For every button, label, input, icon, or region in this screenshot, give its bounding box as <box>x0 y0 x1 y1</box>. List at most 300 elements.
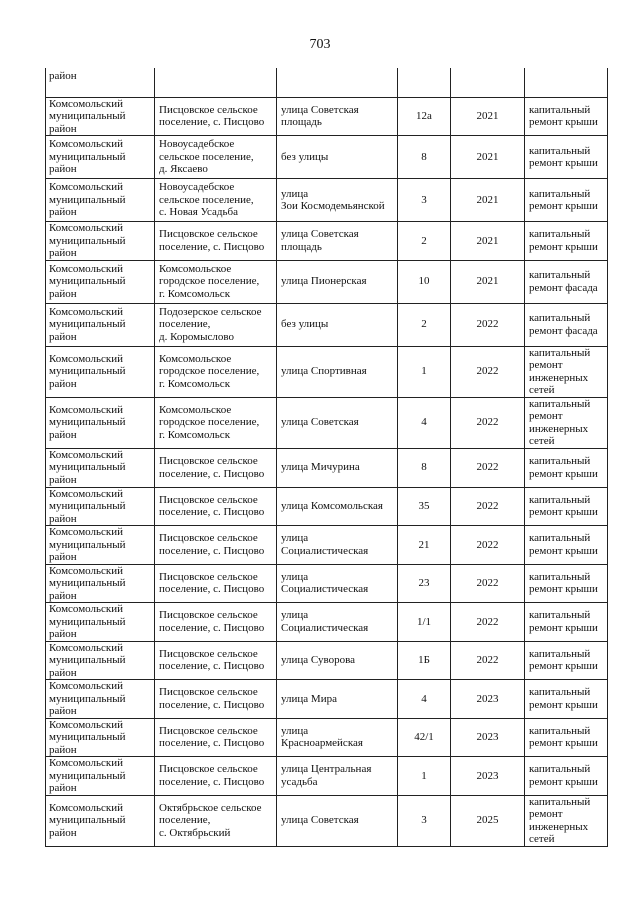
street-cell-line: без улицы <box>281 318 329 331</box>
settlement-cell-line: с. Новая Усадьба <box>159 206 239 219</box>
house-cell: 3 <box>398 179 451 222</box>
district-cell-line: муниципальный <box>49 110 126 122</box>
work-cell <box>525 757 608 796</box>
work-cell <box>525 136 608 179</box>
street-cell <box>277 179 398 222</box>
settlement-cell-line: Писцовское сельское <box>159 103 258 116</box>
settlement-cell <box>155 795 277 846</box>
work-cell <box>525 397 608 448</box>
year-cell: 2021 <box>451 179 525 222</box>
house-cell <box>398 68 451 97</box>
work-cell-line: капитальный <box>529 187 591 200</box>
table-row <box>46 564 608 603</box>
district-cell-line: район <box>49 743 77 756</box>
district-cell-line: Комсомольский <box>49 181 124 194</box>
settlement-cell-line: городское поселение, <box>159 416 260 429</box>
house-cell: 4 <box>398 680 451 719</box>
street-cell <box>277 795 398 846</box>
work-cell-line: капитальный <box>529 609 591 622</box>
work-cell-line: ремонт крыши <box>529 506 598 519</box>
district-cell-line: район <box>49 628 77 640</box>
settlement-cell <box>155 718 277 757</box>
work-cell <box>525 222 608 261</box>
district-cell-line: район <box>49 705 77 717</box>
street-cell-line: улица <box>281 609 309 622</box>
work-cell-line: ремонт крыши <box>529 157 598 169</box>
district-cell-line: Комсомольский <box>49 801 124 814</box>
table-row <box>46 136 608 179</box>
street-cell-line: улица Советская <box>281 228 359 241</box>
district-cell-line: район <box>49 589 77 602</box>
work-cell-line: капитальный <box>529 532 591 545</box>
district-cell <box>46 526 155 565</box>
district-cell <box>46 603 155 642</box>
house-cell: 1/1 <box>398 603 451 642</box>
street-cell-line: улица <box>281 724 309 737</box>
district-cell-line: Комсомольский <box>49 641 124 654</box>
year-cell: 2023 <box>451 718 525 757</box>
table-row <box>46 346 608 397</box>
district-cell-line: район <box>49 473 77 486</box>
work-cell-line: ремонт крыши <box>529 583 598 596</box>
street-cell-line: Социалистическая <box>281 544 369 557</box>
settlement-cell-line: поселение, с. Писцово <box>159 583 265 596</box>
street-cell-line: усадьба <box>281 775 318 788</box>
work-cell-line: капитальный <box>529 144 591 157</box>
work-cell <box>525 346 608 397</box>
settlement-cell <box>155 680 277 719</box>
street-cell <box>277 397 398 448</box>
house-cell: 23 <box>398 564 451 603</box>
district-cell <box>46 757 155 796</box>
district-cell-line: муниципальный <box>49 275 126 288</box>
settlement-cell-line: Писцовское сельское <box>159 228 258 241</box>
settlement-cell-line: поселение, с. Писцово <box>159 698 265 711</box>
work-cell <box>525 564 608 603</box>
district-cell <box>46 97 155 136</box>
street-cell-line: улица Центральная <box>281 763 372 776</box>
district-cell-line: муниципальный <box>49 193 126 206</box>
district-cell-line: Комсомольский <box>49 97 124 110</box>
street-cell <box>277 526 398 565</box>
street-cell <box>277 260 398 303</box>
work-cell <box>525 795 608 846</box>
settlement-cell-line: Писцовское сельское <box>159 455 258 467</box>
year-cell: 2022 <box>451 448 525 487</box>
table-row <box>46 97 608 136</box>
work-cell-line: капитальный <box>529 570 591 583</box>
table-row <box>46 757 608 796</box>
settlement-cell-line: Новоусадебское <box>159 138 235 151</box>
district-cell-line: Комсомольский <box>49 305 124 318</box>
work-cell <box>525 303 608 346</box>
district-cell: район <box>46 68 155 97</box>
year-cell <box>451 68 525 97</box>
work-cell-line: капитальный <box>529 312 591 324</box>
work-cell-line: ремонт крыши <box>529 116 598 129</box>
street-cell-line: без улицы <box>281 150 329 163</box>
settlement-cell <box>155 757 277 796</box>
street-cell-line: улица <box>281 570 309 583</box>
street-cell <box>277 97 398 136</box>
work-cell-line: капитальный <box>529 724 591 737</box>
street-cell-line: улица Советская <box>281 814 359 827</box>
house-cell: 3 <box>398 795 451 846</box>
work-cell-line: ремонт <box>529 359 563 371</box>
work-cell-line: капитальный <box>529 455 591 467</box>
street-cell-line: улица Суворова <box>281 654 356 666</box>
settlement-cell <box>155 179 277 222</box>
work-cell <box>525 641 608 680</box>
work-cell-line: капитальный <box>529 795 591 808</box>
settlement-cell-line: поселение, с. Писцово <box>159 621 265 634</box>
work-cell-line: ремонт <box>529 808 563 820</box>
street-cell <box>277 448 398 487</box>
house-cell: 1Б <box>398 641 451 680</box>
settlement-cell-line: поселение, с. Писцово <box>159 116 265 129</box>
street-cell <box>277 757 398 796</box>
district-cell-line: муниципальный <box>49 461 126 474</box>
house-cell: 2 <box>398 303 451 346</box>
table-row <box>46 680 608 719</box>
work-cell <box>525 680 608 719</box>
street-cell <box>277 346 398 397</box>
settlement-cell <box>155 222 277 261</box>
district-cell-line: район <box>49 512 77 525</box>
page-number: 703 <box>309 37 331 52</box>
district-cell-line: район <box>49 428 77 441</box>
work-cell-line: ремонт крыши <box>529 737 598 750</box>
house-cell: 35 <box>398 487 451 526</box>
district-cell <box>46 680 155 719</box>
settlement-cell-line: Писцовское сельское <box>159 763 258 776</box>
street-cell-line: Красноармейская <box>281 737 363 750</box>
work-cell-line: капитальный <box>529 686 591 699</box>
district-cell <box>46 448 155 487</box>
work-cell <box>525 260 608 303</box>
work-cell-line: ремонт крыши <box>529 240 598 253</box>
work-cell-line: ремонт крыши <box>529 467 598 480</box>
street-cell-line: улица Комсомольская <box>281 500 383 512</box>
street-cell <box>277 487 398 526</box>
year-cell: 2022 <box>451 603 525 642</box>
work-cell-line: капитальный <box>529 228 591 241</box>
district-cell-line: район <box>49 247 77 259</box>
settlement-cell-line: поселение, с. Писцово <box>159 506 265 519</box>
year-cell: 2021 <box>451 260 525 303</box>
settlement-cell <box>155 448 277 487</box>
house-cell: 10 <box>398 260 451 303</box>
district-cell-line: Комсомольский <box>49 448 124 461</box>
settlement-cell-line: поселение, с. Писцово <box>159 775 265 788</box>
district-cell-line: муниципальный <box>49 150 126 163</box>
district-cell-line: муниципальный <box>49 234 126 247</box>
work-cell <box>525 526 608 565</box>
table-row <box>46 718 608 757</box>
settlement-cell-line: городское поселение, <box>159 275 260 288</box>
settlement-cell-line: г. Комсомольск <box>159 428 231 441</box>
settlement-cell-line: поселение, <box>159 318 211 331</box>
house-cell: 12а <box>398 97 451 136</box>
work-cell-line: капитальный <box>529 763 591 776</box>
work-cell-line: сетей <box>529 833 555 845</box>
work-cell-line: инженерных <box>529 422 589 435</box>
work-cell <box>525 603 608 642</box>
district-cell-line: район <box>49 122 77 135</box>
district-cell-line: район <box>49 377 77 390</box>
work-cell-line: ремонт крыши <box>529 775 598 788</box>
district-cell <box>46 718 155 757</box>
settlement-cell <box>155 641 277 680</box>
street-cell <box>277 564 398 603</box>
settlement-cell-line: д. Яксаево <box>159 163 208 176</box>
table-row-continued <box>46 68 608 97</box>
district-cell-line: муниципальный <box>49 416 126 429</box>
house-cell: 42/1 <box>398 718 451 757</box>
street-cell-line: улица Спортивная <box>281 365 367 378</box>
district-cell-line: Комсомольский <box>49 718 124 731</box>
year-cell: 2023 <box>451 680 525 719</box>
district-cell-line: муниципальный <box>49 318 126 331</box>
house-cell: 8 <box>398 448 451 487</box>
work-cell-line: ремонт <box>529 410 563 422</box>
district-cell-line: район <box>49 826 77 839</box>
district-cell-line: район <box>49 782 77 794</box>
district-cell-line: муниципальный <box>49 769 126 782</box>
year-cell: 2022 <box>451 564 525 603</box>
street-cell-line: площадь <box>281 240 322 253</box>
settlement-cell-line: Писцовское сельское <box>159 686 258 699</box>
street-cell <box>277 603 398 642</box>
street-cell-line: площадь <box>281 116 322 129</box>
settlement-cell-line: Подозерское сельское <box>159 305 262 318</box>
settlement-cell <box>155 526 277 565</box>
year-cell: 2021 <box>451 222 525 261</box>
table-row <box>46 222 608 261</box>
year-cell: 2022 <box>451 397 525 448</box>
street-cell-line: улица Пионерская <box>281 275 367 288</box>
street-cell <box>277 68 398 97</box>
district-cell-line: Комсомольский <box>49 138 124 151</box>
district-cell-line: район <box>49 330 77 343</box>
year-cell: 2021 <box>451 136 525 179</box>
work-cell-line: ремонт крыши <box>529 544 598 557</box>
settlement-cell-line: поселение, с. Писцово <box>159 660 265 673</box>
settlement-cell-line: Комсомольское <box>159 262 232 275</box>
district-cell <box>46 179 155 222</box>
house-cell: 2 <box>398 222 451 261</box>
table-row <box>46 397 608 448</box>
street-cell <box>277 303 398 346</box>
house-cell: 4 <box>398 397 451 448</box>
settlement-cell-line: Комсомольское <box>159 403 232 416</box>
street-cell-line: Зои Космодемьянской <box>281 200 385 212</box>
year-cell: 2022 <box>451 487 525 526</box>
table-row <box>46 795 608 846</box>
settlement-cell <box>155 397 277 448</box>
district-cell-line: Комсомольский <box>49 262 124 275</box>
district-cell-line: муниципальный <box>49 538 126 551</box>
settlement-cell-line: поселение, с. Писцово <box>159 737 265 750</box>
street-cell <box>277 641 398 680</box>
district-cell <box>46 303 155 346</box>
settlement-cell-line: Октябрьское сельское <box>159 801 262 814</box>
settlement-cell-line: сельское поселение, <box>159 193 254 206</box>
table-row <box>46 641 608 680</box>
district-cell-line: Комсомольский <box>49 222 124 234</box>
street-cell-line: улица Мира <box>281 692 337 705</box>
district-cell-line: Комсомольский <box>49 487 124 500</box>
table-row <box>46 603 608 642</box>
district-cell-line: район <box>49 206 77 219</box>
district-cell-line: муниципальный <box>49 615 126 628</box>
settlement-cell-line: г. Комсомольск <box>159 377 231 390</box>
work-cell <box>525 448 608 487</box>
settlement-cell <box>155 136 277 179</box>
district-cell-line: муниципальный <box>49 731 126 743</box>
work-cell-line: ремонт фасада <box>529 281 598 294</box>
table-row <box>46 179 608 222</box>
district-cell-line: район <box>49 287 77 300</box>
work-cell-line: капитальный <box>529 647 591 660</box>
street-cell-line: улица Советская <box>281 416 359 429</box>
settlement-cell-line: Писцовское сельское <box>159 532 258 545</box>
street-cell <box>277 680 398 719</box>
settlement-cell-line: Писцовское сельское <box>159 570 258 583</box>
district-cell <box>46 795 155 846</box>
settlement-cell-line: сельское поселение, <box>159 150 254 163</box>
street-cell <box>277 136 398 179</box>
district-cell <box>46 260 155 303</box>
settlement-cell <box>155 603 277 642</box>
settlement-cell-line: поселение, <box>159 814 211 827</box>
district-cell-line: Комсомольский <box>49 680 124 692</box>
district-cell <box>46 222 155 261</box>
street-cell-line: улица <box>281 187 309 200</box>
work-cell <box>525 718 608 757</box>
work-cell-line: ремонт крыши <box>529 621 598 634</box>
settlement-cell-line: Писцовское сельское <box>159 647 258 660</box>
settlement-cell <box>155 487 277 526</box>
district-cell-line: Комсомольский <box>49 757 124 769</box>
district-cell-line: муниципальный <box>49 692 126 705</box>
settlement-cell-line: г. Комсомольск <box>159 287 231 300</box>
work-cell-line: инженерных <box>529 371 589 384</box>
settlement-cell-line: Комсомольское <box>159 352 232 365</box>
settlement-cell <box>155 564 277 603</box>
house-cell: 1 <box>398 757 451 796</box>
table-row <box>46 487 608 526</box>
work-cell-line: ремонт крыши <box>529 200 598 212</box>
district-cell-line: Комсомольский <box>49 564 124 577</box>
table-row <box>46 448 608 487</box>
house-cell: 1 <box>398 346 451 397</box>
work-cell-line: капитальный <box>529 346 591 359</box>
work-cell-line: сетей <box>529 384 555 396</box>
district-cell-line: муниципальный <box>49 814 126 827</box>
settlement-cell-line: поселение, с. Писцово <box>159 467 265 480</box>
district-cell <box>46 641 155 680</box>
settlement-cell <box>155 346 277 397</box>
settlement-cell-line: Писцовское сельское <box>159 493 258 506</box>
street-cell <box>277 222 398 261</box>
district-cell-line: район <box>49 666 77 679</box>
table-row <box>46 526 608 565</box>
street-cell-line: улица Советская <box>281 103 359 116</box>
district-cell-line: район <box>49 551 77 563</box>
district-cell-line: муниципальный <box>49 654 126 666</box>
work-cell <box>525 97 608 136</box>
work-cell <box>525 179 608 222</box>
work-cell-line: капитальный <box>529 269 591 281</box>
year-cell: 2022 <box>451 303 525 346</box>
street-cell <box>277 718 398 757</box>
settlement-cell-line: Писцовское сельское <box>159 724 258 737</box>
work-cell-line: ремонт крыши <box>529 698 598 711</box>
street-cell-line: улица Мичурина <box>281 461 360 474</box>
settlement-cell-line: городское поселение, <box>159 365 260 378</box>
district-cell-line: муниципальный <box>49 365 126 378</box>
settlement-cell-line: Писцовское сельское <box>159 609 258 622</box>
settlement-cell <box>155 97 277 136</box>
settlement-cell-line: д. Коромыслово <box>159 330 235 343</box>
work-cell-line: капитальный <box>529 493 591 506</box>
year-cell: 2021 <box>451 97 525 136</box>
work-cell <box>525 487 608 526</box>
year-cell: 2025 <box>451 795 525 846</box>
street-cell-line: Социалистическая <box>281 583 369 596</box>
work-cell-line: капитальный <box>529 103 591 116</box>
settlement-cell-line: с. Октябрьский <box>159 826 231 839</box>
work-cell-line: капитальный <box>529 397 591 410</box>
settlement-cell <box>155 68 277 97</box>
house-cell: 21 <box>398 526 451 565</box>
district-cell <box>46 564 155 603</box>
work-cell-line: ремонт крыши <box>529 660 598 673</box>
district-cell <box>46 136 155 179</box>
year-cell: 2022 <box>451 641 525 680</box>
settlement-cell-line: поселение, с. Писцово <box>159 240 265 253</box>
district-cell <box>46 397 155 448</box>
district-cell-line: муниципальный <box>49 577 126 589</box>
work-cell-line: сетей <box>529 435 555 447</box>
settlement-cell <box>155 303 277 346</box>
table-row <box>46 260 608 303</box>
table-row <box>46 303 608 346</box>
district-cell-line: Комсомольский <box>49 526 124 538</box>
work-cell-line: ремонт фасада <box>529 324 598 337</box>
district-cell-line: Комсомольский <box>49 603 124 615</box>
settlement-cell <box>155 260 277 303</box>
district-cell-line: Комсомольский <box>49 403 124 416</box>
district-cell-line: район <box>49 163 77 176</box>
street-cell-line: Социалистическая <box>281 621 369 634</box>
work-cell <box>525 68 608 97</box>
district-cell-line: муниципальный <box>49 500 126 512</box>
street-cell-line: улица <box>281 532 309 545</box>
district-cell <box>46 346 155 397</box>
settlement-cell-line: Новоусадебское <box>159 181 235 194</box>
house-cell: 8 <box>398 136 451 179</box>
year-cell: 2022 <box>451 526 525 565</box>
district-cell-line: Комсомольский <box>49 352 124 365</box>
year-cell: 2023 <box>451 757 525 796</box>
settlement-cell-line: поселение, с. Писцово <box>159 544 265 557</box>
work-cell-line: инженерных <box>529 820 589 833</box>
repair-schedule-table <box>45 68 608 847</box>
year-cell: 2022 <box>451 346 525 397</box>
district-cell <box>46 487 155 526</box>
